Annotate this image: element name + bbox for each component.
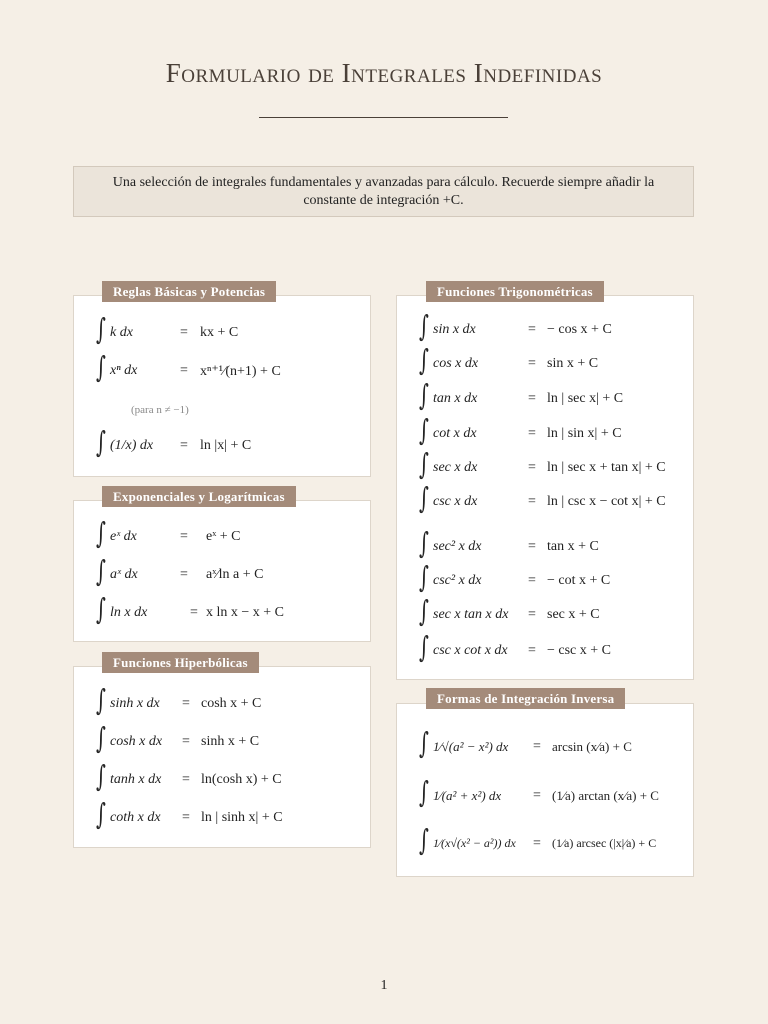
equals-sign: = xyxy=(528,460,536,475)
formula-row xyxy=(419,481,691,519)
formula-row xyxy=(419,775,691,813)
equals-sign: = xyxy=(182,772,190,787)
formula-row xyxy=(419,447,691,485)
integrand: 1⁄(x√(x² − a²)) dx xyxy=(433,836,516,850)
integral-sign: ∫ xyxy=(419,481,429,515)
formula-row xyxy=(96,516,366,554)
equals-sign: = xyxy=(528,607,536,622)
formula-row xyxy=(419,726,691,764)
result: ln | sec x + tan x| + C xyxy=(547,460,666,475)
equals-sign: = xyxy=(528,539,536,554)
integral-sign: ∫ xyxy=(96,312,106,346)
result: − cos x + C xyxy=(547,322,612,337)
integral-sign: ∫ xyxy=(96,683,106,717)
equals-sign: = xyxy=(190,605,198,620)
integrand: xⁿ dx xyxy=(110,363,138,378)
integrand: tan x dx xyxy=(433,391,478,406)
formula-row xyxy=(96,554,366,592)
formula-row xyxy=(419,343,691,381)
result: eˣ + C xyxy=(206,529,241,544)
formula-row xyxy=(96,797,366,835)
integral-sign: ∫ xyxy=(96,425,106,459)
result: (1⁄a) arctan (x⁄a) + C xyxy=(552,788,659,803)
integral-sign: ∫ xyxy=(96,350,106,384)
formula-row xyxy=(96,425,366,463)
integrand: k dx xyxy=(110,325,133,340)
page-title: Formulario de Integrales Indefinidas xyxy=(165,58,603,88)
integral-sign: ∫ xyxy=(96,592,106,626)
equals-sign: = xyxy=(528,426,536,441)
result: − cot x + C xyxy=(547,573,611,588)
result: aˣ⁄ln a + C xyxy=(206,567,264,582)
integrand: csc x dx xyxy=(433,494,478,509)
integrand: cosh x dx xyxy=(110,734,163,749)
section-title-hyp: Funciones Hiperbólicas xyxy=(102,652,259,673)
integral-sign: ∫ xyxy=(419,823,429,857)
equals-sign: = xyxy=(528,494,536,509)
integrand: cot x dx xyxy=(433,426,477,441)
result: ln | sec x| + C xyxy=(547,391,624,406)
integrand: csc x cot x dx xyxy=(433,643,508,658)
formula-row xyxy=(96,312,366,350)
equals-sign: = xyxy=(528,391,536,406)
result: ln |x| + C xyxy=(200,438,252,453)
equals-sign: = xyxy=(180,325,188,340)
section-inverse xyxy=(396,703,694,877)
result: ln(cosh x) + C xyxy=(201,772,282,787)
result: (1⁄a) arcsec (|x|⁄a) + C xyxy=(552,836,657,850)
result: − csc x + C xyxy=(547,643,612,658)
result: arcsin (x⁄a) + C xyxy=(552,739,632,754)
result: sec x + C xyxy=(547,607,600,622)
result: tan x + C xyxy=(547,539,599,554)
page-number: 1 xyxy=(380,978,388,993)
formula-row xyxy=(419,630,691,668)
integral-sign: ∫ xyxy=(419,594,429,628)
integrand: coth x dx xyxy=(110,810,161,825)
integrand: tanh x dx xyxy=(110,772,162,787)
equals-sign: = xyxy=(182,810,190,825)
equals-sign: = xyxy=(182,734,190,749)
formula-row xyxy=(96,350,366,388)
equals-sign: = xyxy=(182,696,190,711)
integral-sign: ∫ xyxy=(419,630,429,664)
intro-text: Una selección de integrales fundamentales y avanzadas para cálculo. Recuerde siempre añadir la constante de integración +C. xyxy=(112,175,655,208)
equals-sign: = xyxy=(528,322,536,337)
integrand: 1⁄√(a² − x²) dx xyxy=(433,739,509,754)
integral-sign: ∫ xyxy=(96,554,106,588)
integrand: (1/x) dx xyxy=(110,438,154,453)
integral-sign: ∫ xyxy=(96,721,106,755)
integral-sign: ∫ xyxy=(96,759,106,793)
section-title-basic: Reglas Básicas y Potencias xyxy=(102,281,276,302)
result: x ln x − x + C xyxy=(206,605,285,620)
result: sin x + C xyxy=(547,356,599,371)
integrand: cos x dx xyxy=(433,356,479,371)
integral-sign: ∫ xyxy=(419,378,429,412)
formula-row xyxy=(419,413,691,451)
result: xⁿ⁺¹⁄(n+1) + C xyxy=(200,364,281,379)
equals-sign: = xyxy=(180,363,188,378)
integrand: sin x dx xyxy=(433,322,476,337)
integrand: sec x tan x dx xyxy=(433,607,509,622)
equals-sign: = xyxy=(180,529,188,544)
section-basic xyxy=(73,295,371,477)
formula-row xyxy=(419,560,691,598)
integral-sign: ∫ xyxy=(419,343,429,377)
equals-sign: = xyxy=(533,788,541,803)
section-title-exp: Exponenciales y Logarítmicas xyxy=(102,486,296,507)
equals-sign: = xyxy=(533,836,541,851)
power-rule-condition: (para n ≠ −1) xyxy=(131,404,189,416)
integrand: aˣ dx xyxy=(110,567,138,582)
integral-sign: ∫ xyxy=(419,413,429,447)
result: ln | csc x − cot x| + C xyxy=(547,494,666,509)
formula-row xyxy=(419,823,691,861)
formula-row xyxy=(419,378,691,416)
formula-row xyxy=(419,309,691,347)
integral-sign: ∫ xyxy=(419,526,429,560)
integrand: ln x dx xyxy=(110,605,148,620)
result: sinh x + C xyxy=(201,734,260,749)
result: kx + C xyxy=(200,325,239,340)
integrand: sec x dx xyxy=(433,460,478,475)
integral-sign: ∫ xyxy=(419,560,429,594)
integrand: sinh x dx xyxy=(110,696,160,711)
integral-sign: ∫ xyxy=(419,447,429,481)
integrand: eˣ dx xyxy=(110,529,137,544)
equals-sign: = xyxy=(528,573,536,588)
integral-sign: ∫ xyxy=(419,726,429,760)
equals-sign: = xyxy=(180,567,188,582)
section-hyp xyxy=(73,666,371,848)
equals-sign: = xyxy=(528,643,536,658)
formula-row xyxy=(419,526,691,564)
integrand: sec² x dx xyxy=(433,539,482,554)
intro-box xyxy=(73,166,694,217)
equals-sign: = xyxy=(180,438,188,453)
result: cosh x + C xyxy=(201,696,262,711)
equals-sign: = xyxy=(528,356,536,371)
formula-row xyxy=(96,721,366,759)
section-title-inverse: Formas de Integración Inversa xyxy=(426,688,625,709)
formula-row xyxy=(96,592,366,630)
integral-sign: ∫ xyxy=(96,516,106,550)
title-divider xyxy=(259,117,508,118)
section-title-trig: Funciones Trigonométricas xyxy=(426,281,604,302)
integral-sign: ∫ xyxy=(419,309,429,343)
integral-sign: ∫ xyxy=(96,797,106,831)
integrand: 1⁄(a² + x²) dx xyxy=(433,788,502,803)
formula-row xyxy=(96,683,366,721)
equals-sign: = xyxy=(533,739,541,754)
section-exp xyxy=(73,500,371,642)
result: ln | sin x| + C xyxy=(547,426,622,441)
section-trig xyxy=(396,295,694,680)
formula-row xyxy=(96,759,366,797)
formula-row xyxy=(419,594,691,632)
result: ln | sinh x| + C xyxy=(201,810,283,825)
integrand: csc² x dx xyxy=(433,573,482,588)
integral-sign: ∫ xyxy=(419,775,429,809)
